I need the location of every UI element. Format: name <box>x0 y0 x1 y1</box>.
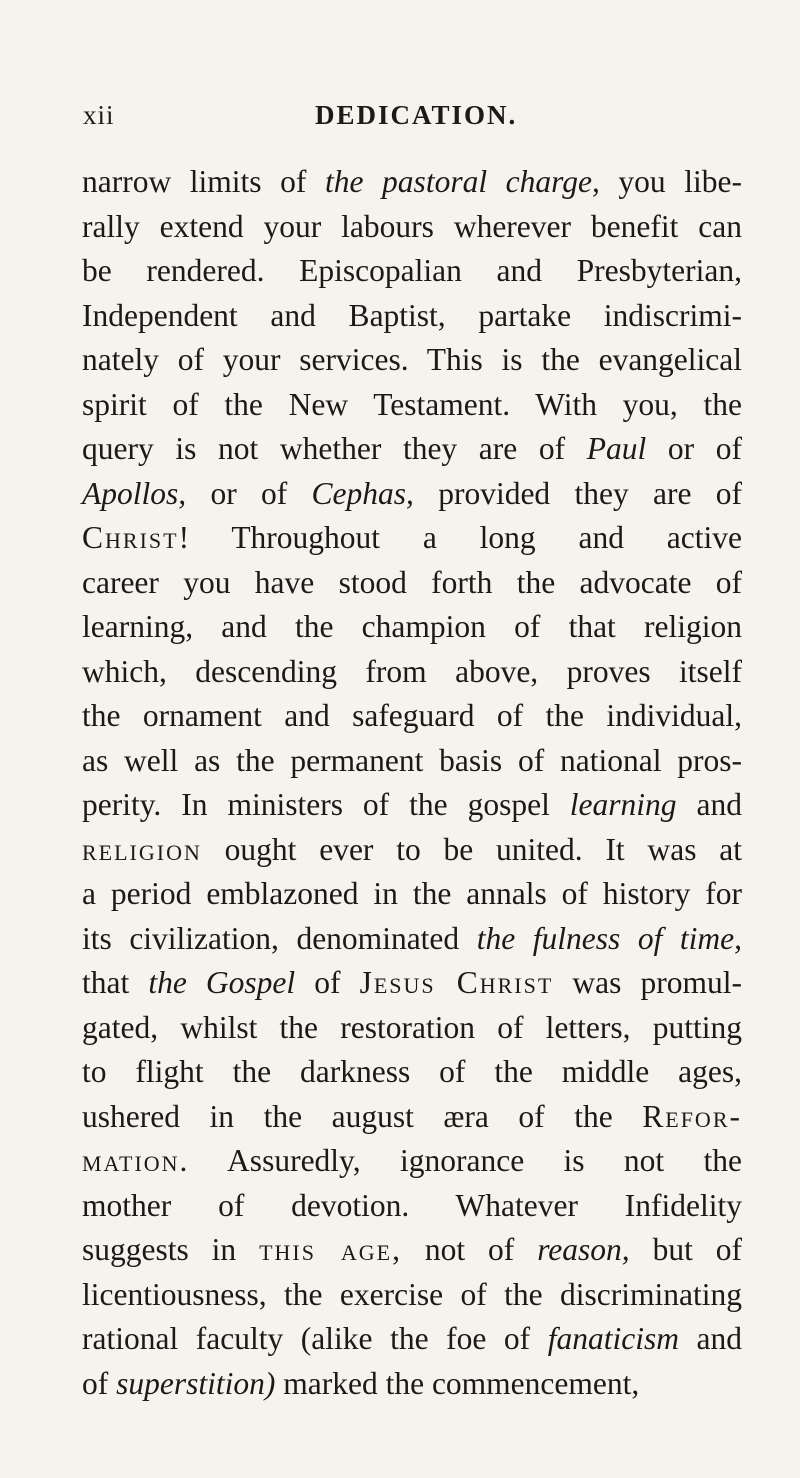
text-run: rally extend your labours wherever benefit can <box>82 208 742 244</box>
text-run: licentiousness, the exercise of the discriminating <box>82 1276 742 1312</box>
text-run: be rendered. Episcopalian and Presbyterian, <box>82 253 742 288</box>
text-run: mother of devotion. Whatever Infidelity <box>82 1187 742 1223</box>
text-run: career you have stood forth the advocate of <box>82 564 742 600</box>
text-line <box>82 1317 742 1362</box>
text-run: nately of your services. This is the evangelical <box>82 342 742 377</box>
text-line <box>82 472 742 517</box>
text-line <box>82 1362 742 1407</box>
text-line <box>82 294 742 339</box>
italic-text: reason, <box>537 1232 630 1267</box>
text-run: not of <box>401 1232 538 1267</box>
small-caps-text: mation. <box>82 1143 190 1178</box>
text-line <box>82 1228 742 1273</box>
text-line <box>82 917 742 962</box>
text-run: of <box>295 965 360 1000</box>
text-run: as well as the permanent basis of national pros- <box>82 742 742 778</box>
italic-text: Paul <box>586 431 647 466</box>
text-run: learning, and the champion of that religion <box>82 609 742 644</box>
page-number: xii <box>83 100 115 130</box>
text-line <box>82 516 742 561</box>
text-run: which, descending from above, proves itself <box>82 653 742 689</box>
text-run: but of <box>629 1232 742 1267</box>
small-caps-text: religion <box>82 831 202 867</box>
text-run: ! Throughout a long and active <box>178 520 742 555</box>
text-run: ought ever to be united. It was at <box>201 831 742 867</box>
text-line <box>82 1006 742 1051</box>
text-line <box>82 160 742 205</box>
text-run: perity. In ministers of the gospel <box>82 787 570 822</box>
italic-text: Cephas, <box>311 475 414 511</box>
body-text <box>82 160 742 1406</box>
text-run: and <box>676 787 742 822</box>
small-caps-text: Jesus Christ <box>359 965 554 1000</box>
italic-text: the fulness of time, <box>476 920 742 956</box>
text-line <box>82 1184 742 1229</box>
text-line <box>82 383 742 428</box>
running-head: DEDICATION. <box>315 100 518 130</box>
text-run: narrow limits of <box>82 164 325 199</box>
text-line <box>82 961 742 1006</box>
text-line <box>82 561 742 606</box>
italic-text: superstition) <box>116 1365 276 1401</box>
text-run: query is not whether they are of <box>82 431 587 466</box>
text-run: a period emblazoned in the annals of history for <box>82 876 742 911</box>
text-line <box>82 1273 742 1318</box>
text-line <box>82 1139 742 1184</box>
italic-text: fanaticism <box>547 1321 679 1356</box>
text-run: was promul- <box>553 965 742 1000</box>
text-run: rational faculty (alike the foe of <box>82 1321 548 1356</box>
text-run: marked the commencement, <box>275 1365 640 1401</box>
italic-text: Apollos, <box>82 475 187 511</box>
text-line <box>82 338 742 383</box>
text-line <box>82 739 742 784</box>
text-line <box>82 249 742 294</box>
text-run: ushered in the august æra of the <box>82 1098 643 1134</box>
text-run: Independent and Baptist, partake indiscrimi- <box>82 297 742 333</box>
italic-text: the Gospel <box>148 965 296 1000</box>
text-line <box>82 1095 742 1140</box>
page-header <box>83 100 723 136</box>
text-run: of <box>82 1365 117 1401</box>
text-run: you libe- <box>599 164 742 199</box>
text-line <box>82 828 742 873</box>
text-line <box>82 427 742 472</box>
text-line <box>82 605 742 650</box>
text-run: suggests in <box>82 1232 260 1267</box>
text-run: gated, whilst the restoration of letters, putting <box>82 1009 742 1045</box>
text-line <box>82 783 742 828</box>
text-line <box>82 694 742 739</box>
text-run: and <box>678 1321 742 1356</box>
small-caps-text: Refor- <box>642 1098 742 1134</box>
text-run: to flight the darkness of the middle ages, <box>82 1054 742 1089</box>
text-run: that <box>82 965 149 1000</box>
text-run: or of <box>646 431 742 466</box>
text-run: the ornament and safeguard of the individual, <box>82 698 742 733</box>
text-line <box>82 1050 742 1095</box>
text-run: Assuredly, ignorance is not the <box>189 1143 742 1178</box>
small-caps-text: this age, <box>259 1232 402 1267</box>
text-line <box>82 872 742 917</box>
text-line <box>82 205 742 250</box>
text-run: or of <box>186 475 312 511</box>
text-run: its civilization, denominated <box>82 920 477 956</box>
italic-text: learning <box>569 787 677 822</box>
text-line <box>82 650 742 695</box>
small-caps-text: Christ <box>82 520 179 555</box>
italic-text: the pastoral charge, <box>324 164 600 199</box>
text-run: provided they are of <box>413 475 743 511</box>
text-run: spirit of the New Testament. With you, the <box>82 386 742 422</box>
